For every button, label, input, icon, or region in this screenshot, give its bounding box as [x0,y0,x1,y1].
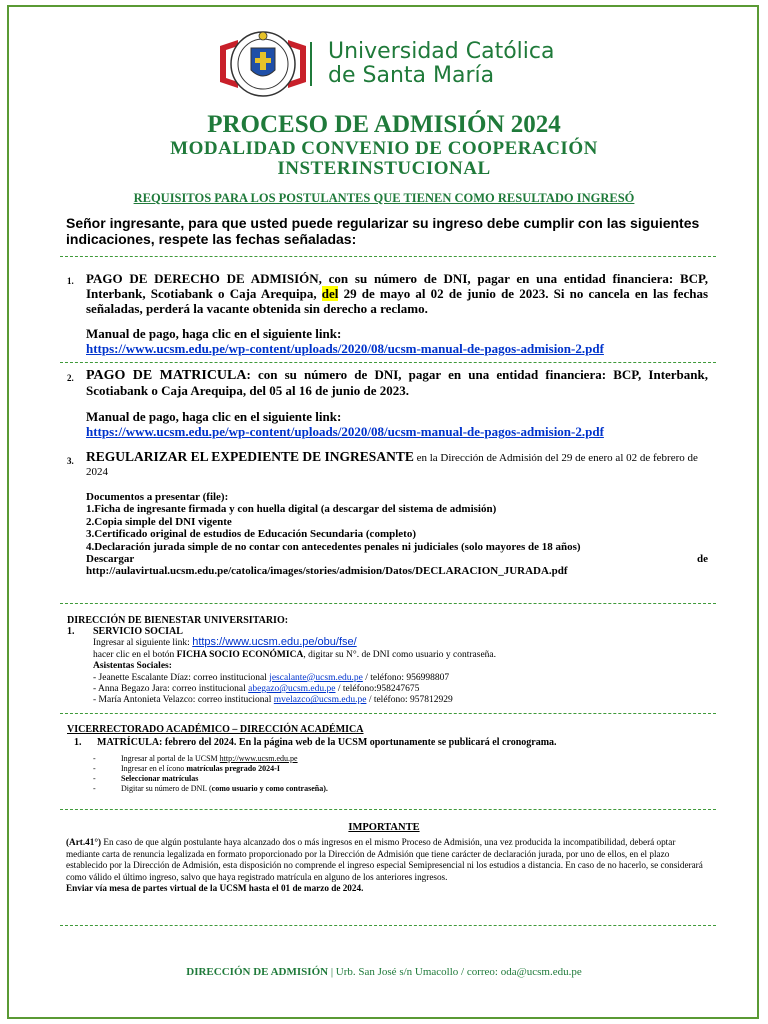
item3-number: 3. [67,456,74,466]
footer-address: Urb. San José s/n Umacollo / correo: oda@ucsm.edu.pe [335,966,582,978]
step-4 [93,784,693,794]
item1-highlight: del [321,286,339,301]
item3-text [86,450,708,479]
asistenta-3-name: - María Antonieta Velazco: correo institucional [93,695,274,706]
matricula-number: 1. [74,737,82,748]
divider-6 [60,925,716,926]
importante-heading: IMPORTANTE [348,822,420,833]
item2-lead: PAGO DE MATRICULA [86,368,247,383]
documents-title: Documentos a presentar (file): [86,491,229,503]
hacer-clic-row [93,650,713,661]
item3-rest: en la Dirección de Admisión del 29 de enero al 02 de febrero de 2024 [86,452,698,478]
step-3-bullet: - [93,774,96,783]
requisitos-heading: REQUISITOS PARA LOS POSTULANTES QUE TIENEN COMO RESULTADO INGRESÓ [133,191,635,205]
item1-manual-label: Manual de pago, haga clic en el siguiente link: [86,326,342,341]
step-2-text: Ingresar en el ícono [121,764,187,773]
step-2-bold: matrículas pregrado 2024-I [186,764,280,773]
item1-number: 1. [67,276,74,286]
step-3 [93,774,693,784]
university-name-line2: de Santa María [328,63,495,88]
document-4: 4.Declaración jurada simple de no contar con antecedentes penales ni judiciales (solo mayores de 18 años) [86,540,581,553]
vicerrectorado-title: VICERRECTORADO ACADÉMICO – DIRECCIÓN ACADÉMICA [67,724,364,735]
university-crest-logo [218,26,308,102]
asistenta-2-phone: / teléfono:958247675 [335,684,420,695]
footer-direccion: DIRECCIÓN DE ADMISIÓN [186,966,329,978]
intro-text: Señor ingresante, para que usted puede regularizar su ingreso debe cumplir con las siguientes indicaciones, respete las fechas señaladas: [66,215,700,247]
ingresar-row [93,637,713,649]
divider-3 [60,603,716,604]
articulo-41: (Art.41°) [66,837,102,847]
asistenta-3 [93,695,713,706]
step-4-bold: como usuario y como contraseña). [211,784,328,793]
asistenta-1 [93,673,713,684]
footer [0,966,768,979]
descargar-de: de [697,553,708,566]
enviar-text: Enviar vía mesa de partes virtual de la UCSM hasta el 01 de marzo de 2024. [66,883,364,894]
step-1-text: Ingresar al portal de la UCSM [121,754,220,763]
hacer-clic-text: hacer clic en el botón [93,649,177,660]
step-3-text: Seleccionar matrículas [121,774,199,783]
logo-divider [310,42,312,86]
importante-text: En caso de que algún postulante haya alcanzado dos o más ingresos en el mismo Proceso de Admisión, una vez producida la incompatibilidad, deberá optar mediante carta de renuncia legalizada en formato proporcionado por la Dirección de Admisión que tiene carácter de declaración jurada, por uno de ellos, en el plazo establecido por la Dirección de Admisión, esta disposición no comprende el ingreso especial Semipresencial ni los estudios a distancia. En caso de no hacerlo, se considerará como válido el último ingreso, salvo que haya registrado matrícula en alguno de los anteriores ingresos. [66,837,703,882]
step-2 [93,764,693,774]
step-2-bullet: - [93,764,96,773]
asistenta-1-name: - Jeanette Escalante Díaz: correo institucional [93,672,270,683]
item2-manual-label: Manual de pago, haga clic en el siguiente link: [86,409,342,424]
item2-text [86,367,708,398]
document-1: 1.Ficha de ingresante firmada y con huella digital (a descargar del sistema de admisión) [86,503,497,516]
university-name-line1: Universidad Católica [328,39,555,64]
step-4-text: Digitar su número de DNI. ( [121,784,212,793]
ficha-socio-economica: FICHA SOCIO ECONÓMICA [176,649,304,660]
subtitle-line1: MODALIDAD CONVENIO DE COOPERACIÓN [170,138,598,159]
step-1 [93,754,693,764]
asistenta-1-email[interactable]: jescalante@ucsm.edu.pe [269,672,363,683]
hacer-clic-text-end: , digitar su N°. de DNI como usuario y contraseña. [303,649,497,660]
asistenta-1-phone: / teléfono: 956998807 [362,672,450,683]
subtitle-line2: INSTERINSTUCIONAL [277,158,491,179]
page-title: PROCESO DE ADMISIÓN 2024 [207,111,561,138]
item2-number: 2. [67,373,74,383]
descargar-row [86,553,708,565]
item1-text-a: PAGO DE DERECHO DE ADMISIÓN, con su número de DNI, pagar en una entidad financiera: BCP, Interbank, Scotiabank o Caja Arequipa, [86,271,708,301]
item1-text [86,271,708,316]
item2-manual-link[interactable]: https://www.ucsm.edu.pe/wp-content/uploads/2020/08/ucsm-manual-de-pagos-admision-2.pdf [86,424,604,439]
descargar-label: Descargar [86,553,135,566]
bienestar-title: DIRECCIÓN DE BIENESTAR UNIVERSITARIO: [67,615,289,626]
declaracion-url[interactable]: http://aulavirtual.ucsm.edu.pe/catolica/images/stories/admision/Datos/DECLARACION_JURADA.pdf [86,565,568,578]
asistenta-3-email[interactable]: mvelazco@ucsm.edu.pe [273,695,367,706]
item1-manual-link[interactable]: https://www.ucsm.edu.pe/wp-content/uploads/2020/08/ucsm-manual-de-pagos-admision-2.pdf [86,341,604,356]
divider-5 [60,809,716,810]
step-4-bullet: - [93,784,96,793]
importante-body [66,837,711,895]
document-3: 3.Certificado original de estudios de Educación Secundaria (completo) [86,528,416,541]
divider-4 [60,713,716,714]
ingresar-label: Ingresar al siguiente link: [93,638,190,649]
divider-2 [60,362,716,363]
item3-lead: REGULARIZAR EL EXPEDIENTE DE INGRESANTE [86,449,414,464]
matricula-text: MATRÍCULA: febrero del 2024. En la página web de la UCSM oportunamente se publicará el cronograma. [97,737,557,748]
obu-fse-link[interactable]: https://www.ucsm.edu.pe/obu/fse/ [192,636,357,649]
item2-rest: : con su número de DNI, pagar en una entidad financiera: BCP, Interbank, Scotiabank o Caja Arequipa, del 05 al 16 de junio de 2023. [86,367,708,398]
divider-1 [60,256,716,257]
asistentas-label: Asistentas Sociales: [93,661,172,672]
bienestar-number: 1. [67,626,75,637]
asistenta-2-name: - Anna Begazo Jara: correo institucional [93,684,249,695]
bienestar-block [93,626,713,707]
matricula-steps [93,754,693,794]
document-2: 2.Copia simple del DNI vigente [86,515,232,528]
step-1-bullet: - [93,754,96,763]
asistenta-2 [93,684,713,695]
ucsm-portal-link[interactable]: http://www.ucsm.edu.pe [219,754,298,763]
asistenta-2-email[interactable]: abegazo@ucsm.edu.pe [248,684,336,695]
footer-separator: | [328,966,336,978]
asistenta-3-phone: / teléfono: 957812929 [366,695,453,706]
item1-text-b: 29 de mayo al 02 de junio de 2023. Si no cancela en las fechas señaladas, perderá la vacante obtenida sin derecho a reclamo. [86,286,709,316]
servicio-social-label: SERVICIO SOCIAL [93,626,183,637]
documents-block [86,491,708,578]
